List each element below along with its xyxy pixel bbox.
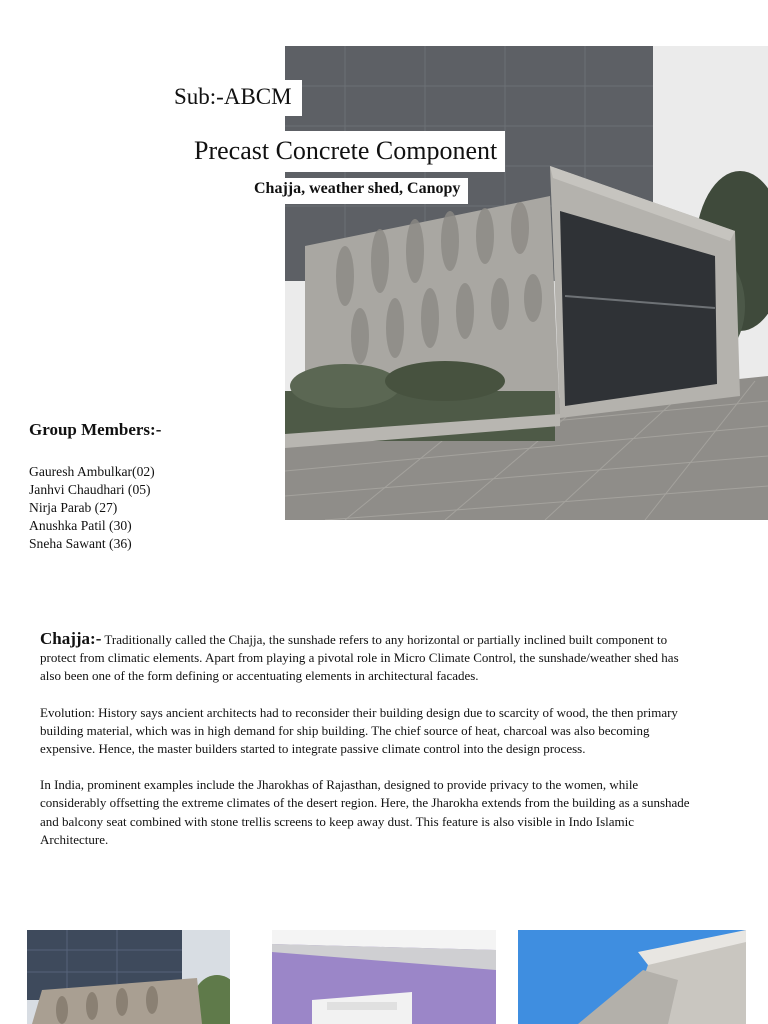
- india-paragraph: In India, prominent examples include the Jharokhas of Rajasthan, designed to provide privacy to the women, while considerably offsetting the extreme climates of the desert region. Here, the Jharokha extends from the building as a sunshade and balcony seat combined with stone trellis screens to keep away dust. This feature is also visible in Indo Islamic Architecture.: [40, 777, 690, 847]
- evolution-paragraph: Evolution: History says ancient architects had to reconsider their building design due to scarcity of wood, the then primary building material, which was in high demand for ship building. The chief source of heat, charcoal was also becoming expensive. Hence, the master builders started to integrate passive climate control into the design process.: [40, 704, 678, 757]
- chajja-definition: Traditionally called the Chajja, the sunshade refers to any horizontal or partially inclined built component to protect from climatic elements. Apart from playing a pivotal role in Micro Climate Control, the sunshade/weather shed has also been one of the form defining or accentuating elements in architectural facades.: [40, 632, 679, 684]
- thumbnail-photo-sky-overhang: [518, 930, 746, 1024]
- chajja-paragraph: [40, 630, 700, 686]
- page-title: Precast Concrete Component: [188, 131, 505, 172]
- member-item: Gauresh Ambulkar(02): [29, 464, 155, 479]
- member-item: Nirja Parab (27): [29, 500, 118, 515]
- member-item: Sneha Sawant (36): [29, 536, 132, 551]
- thumbnail-photo-pavilion: [27, 930, 230, 1024]
- member-item: Anushka Patil (30): [29, 518, 132, 533]
- title-caption: Chajja, weather shed, Canopy: [248, 178, 468, 204]
- thumbnail-photo-violet-canopy: [272, 930, 496, 1024]
- group-members-list: [29, 463, 155, 553]
- subject-label: Sub:-ABCM: [166, 80, 302, 116]
- member-item: Janhvi Chaudhari (05): [29, 482, 151, 497]
- chajja-term: Chajja:-: [40, 629, 102, 648]
- body-content: [40, 630, 700, 867]
- hero-building-photo: [285, 46, 768, 520]
- group-members-heading: Group Members:-: [29, 420, 162, 439]
